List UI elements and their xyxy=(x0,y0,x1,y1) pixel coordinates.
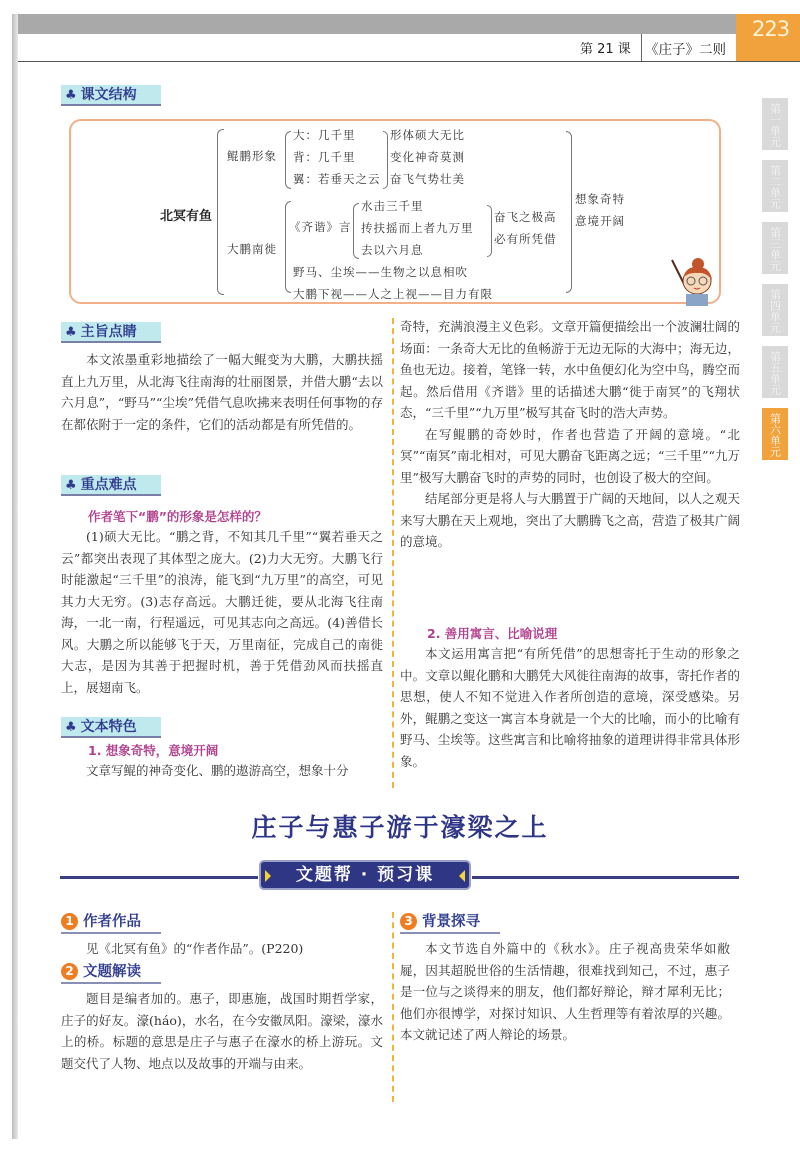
conclusion-2: 意境开阔 xyxy=(575,214,625,228)
triangle-icon xyxy=(459,870,465,882)
heading-text: 主旨点睛 xyxy=(80,324,137,340)
page-number: 223 xyxy=(752,17,790,41)
key-answer xyxy=(61,526,383,698)
banner-rule-left xyxy=(60,876,258,879)
number-badge: 3 xyxy=(400,913,417,930)
unit-tab-1[interactable]: 第一单元 xyxy=(762,98,788,150)
brace-branch1-right xyxy=(383,131,388,189)
club-icon: ♣ xyxy=(65,478,77,493)
feature-sub-1: 1. 想象奇特，意境开阔 xyxy=(88,743,219,758)
feature-paragraph: 在写鲲鹏的奇妙时，作者也营造了开阔的意境。“北冥”“南冥”南北相对，可见大鹏奋飞距离之远；“三千里”“九万里”极写大鹏奋飞时的声势的同时，也创设了极大的空间。 xyxy=(400,426,740,485)
key-question: 作者笔下“鹏”的形象是怎样的？ xyxy=(88,509,267,524)
branch2-sub-result-1: 奋飞之极高 xyxy=(494,210,557,224)
theme-text xyxy=(61,349,383,435)
teacher-illustration xyxy=(668,254,718,306)
branch2-line-2: 大鹏下视——人之上视——目力有限 xyxy=(293,287,493,301)
heading-text: 课文结构 xyxy=(80,87,137,103)
feature-paragraph: 文章写鲲的神奇变化、鹏的遨游高空，想象十分 xyxy=(86,763,349,778)
lesson-title: 《庄子》二则 xyxy=(645,42,726,58)
key-answer-paragraph: (1)硕大无比。“鹏之背，不知其几千里”“翼若垂天之云”都突出表现了其体型之庞大。(2)力大无穷。大鹏飞行时能激起“三千里”的浪涛，能飞到“九万里”的高空，可见其力大无穷。(3)志存高远。大鹏迁徙，要从北海飞往南海，一北一南，行程遥远，可见其志向之高远。(4)善借长风。大鹏之所以能够飞于天，万里南征，完成自己的南徙大志，是因为其善于把握时机，善于凭借劲风而扶摇直上，展翅南飞。 xyxy=(61,529,383,695)
branch2-sub-item-3: 去以六月息 xyxy=(361,243,424,257)
branch2-sub-result-2: 必有所凭借 xyxy=(494,232,557,246)
heading-text: 重点难点 xyxy=(80,477,137,493)
feature-paragraph: 本文运用寓言把“有所凭借”的思想寄托于生动的形象之中。文章以鲲化鹏和大鹏凭大风徙往南海的故事，寄托作者的思想，使人不知不觉进入作者所创造的意境，深受感染。另外，鲲鹏之变这一寓言本身就是一个大的比喻，而小的比喻有野马、尘埃等。这些寓言和比喻将抽象的道理讲得非常具体形象。 xyxy=(400,646,740,769)
triangle-icon xyxy=(265,870,271,882)
header-rule xyxy=(18,61,800,62)
conclusion-1: 想象奇特 xyxy=(575,192,625,206)
item-text-2 xyxy=(61,988,383,1074)
branch2-sub-item-1: 水击三千里 xyxy=(361,199,424,213)
item-heading-2 xyxy=(61,962,161,984)
heading-text: 作者作品 xyxy=(83,914,141,930)
unit-tab-6[interactable]: 第六单元 xyxy=(762,408,788,460)
branch1-item-1: 大：几千里 xyxy=(293,128,356,142)
brace-conclusion xyxy=(566,131,572,293)
item-paragraph: 本文节选自外篇中的《秋水》。庄子视高贵荣华如敝屣，因其超脱世俗的生活情趣，很难找到知己，不过，惠子是一位与之谈得来的朋友，他们都好辩论，辩才犀利无比；他们亦很博学，对探讨知识、人生哲理等有着浓厚的兴趣。本文就记述了两人辩论的场景。 xyxy=(400,941,730,1042)
item-paragraph: 见《北冥有鱼》的“作者作品”。(P220) xyxy=(86,941,304,956)
brace-branch2-sub xyxy=(353,203,359,259)
brace-branch2-sub-right xyxy=(487,205,492,257)
number-badge: 2 xyxy=(61,963,78,980)
section-heading-key-points xyxy=(61,475,161,496)
club-icon: ♣ xyxy=(65,325,77,340)
branch2-label: 大鹏南徙 xyxy=(227,242,277,256)
branch2-sub-item-2: 抟扶摇而上者九万里 xyxy=(361,221,474,235)
structure-root: 北冥有鱼 xyxy=(160,209,213,224)
item-text-1 xyxy=(61,938,383,960)
branch1-result-1: 形体硕大无比 xyxy=(390,128,465,142)
feature-paragraph: 结尾部分更是将人与大鹏置于广阔的天地间，以人之观天来写大鹏在天上观地，突出了大鹏腾飞之高，营造了极其广阔的意境。 xyxy=(400,491,740,549)
banner-text: 文题帮 · 预习课 xyxy=(295,865,435,885)
unit-tabs xyxy=(762,98,788,470)
item-paragraph: 题目是编者加的。惠子，即惠施，战国时期哲学家，庄子的好友。濠(háo)，水名，在今安徽凤阳。濠梁，濠水上的桥。标题的意思是庄子与惠子在濠水的桥上游玩。文题交代了人物、地点以及故事的开端与由来。 xyxy=(61,991,383,1071)
item-text-3 xyxy=(400,938,730,1046)
unit-tab-3[interactable]: 第三单元 xyxy=(762,222,788,274)
feature-text-right-2 xyxy=(400,643,740,772)
column-divider xyxy=(392,912,394,1102)
unit-tab-2[interactable]: 第二单元 xyxy=(762,160,788,212)
lesson-number: 第 21 课 xyxy=(580,42,631,57)
page-edge xyxy=(12,14,18,1139)
branch1-item-3: 翼：若垂天之云 xyxy=(293,172,381,186)
branch2-sub-label: 《齐谐》言 xyxy=(289,220,352,234)
brace-root xyxy=(217,129,224,295)
branch1-label: 鲲鹏形象 xyxy=(227,149,277,163)
branch1-item-2: 背：几千里 xyxy=(293,150,356,164)
branch1-result-3: 奋飞气势壮美 xyxy=(390,172,465,186)
club-icon: ♣ xyxy=(65,88,77,103)
section2-title: 庄子与惠子游于濠梁之上 xyxy=(251,813,549,842)
heading-text: 文题解读 xyxy=(83,964,141,980)
branch2-line-1: 野马、尘埃——生物之以息相吹 xyxy=(293,265,468,279)
item-heading-3 xyxy=(400,912,500,934)
banner-rule-right xyxy=(472,876,739,879)
theme-paragraph: 本文浓墨重彩地描绘了一幅大鲲变为大鹏，大鹏扶摇直上九万里，从北海飞往南海的壮丽图景，并借大鹏“去以六月息”，“野马”“尘埃”凭借气息吹拂来表明任何事物的存在都依附于一定的条件，它们的活动都是有所凭借的。 xyxy=(61,352,383,432)
heading-text: 背景探寻 xyxy=(422,914,480,930)
section-heading-features xyxy=(61,717,161,738)
section-heading-theme xyxy=(61,322,161,343)
brace-branch2 xyxy=(285,201,291,293)
number-badge: 1 xyxy=(61,913,78,930)
preview-banner xyxy=(259,860,471,890)
section-heading-structure xyxy=(61,85,161,106)
header-divider xyxy=(641,34,642,61)
item-heading-1 xyxy=(61,912,161,934)
header-bar xyxy=(18,14,736,34)
feature-sub-2: 2. 善用寓言、比喻说理 xyxy=(427,626,558,641)
feature-text-right xyxy=(400,316,740,553)
unit-tab-5[interactable]: 第五单元 xyxy=(762,346,788,398)
feature-paragraph: 奇特，充满浪漫主义色彩。文章开篇便描绘出一个波澜壮阔的场面：一条奇大无比的鱼畅游于无边无际的大海中；海无边，鱼也无边。接着，笔锋一转，水中鱼便幻化为空中鸟，腾空而起。然后借用《齐谐》里的话描述大鹏“徙于南冥”的飞翔状态，“三千里”“九万里”极写其奋飞时的浩大声势。 xyxy=(400,319,740,420)
branch1-result-2: 变化神奇莫测 xyxy=(390,150,465,164)
club-icon: ♣ xyxy=(65,720,77,735)
unit-tab-4[interactable]: 第四单元 xyxy=(762,284,788,336)
brace-branch1 xyxy=(285,131,291,189)
feature-text-left xyxy=(61,760,383,782)
heading-text: 文本特色 xyxy=(80,719,137,735)
structure-diagram xyxy=(69,119,721,304)
column-divider xyxy=(392,318,394,788)
